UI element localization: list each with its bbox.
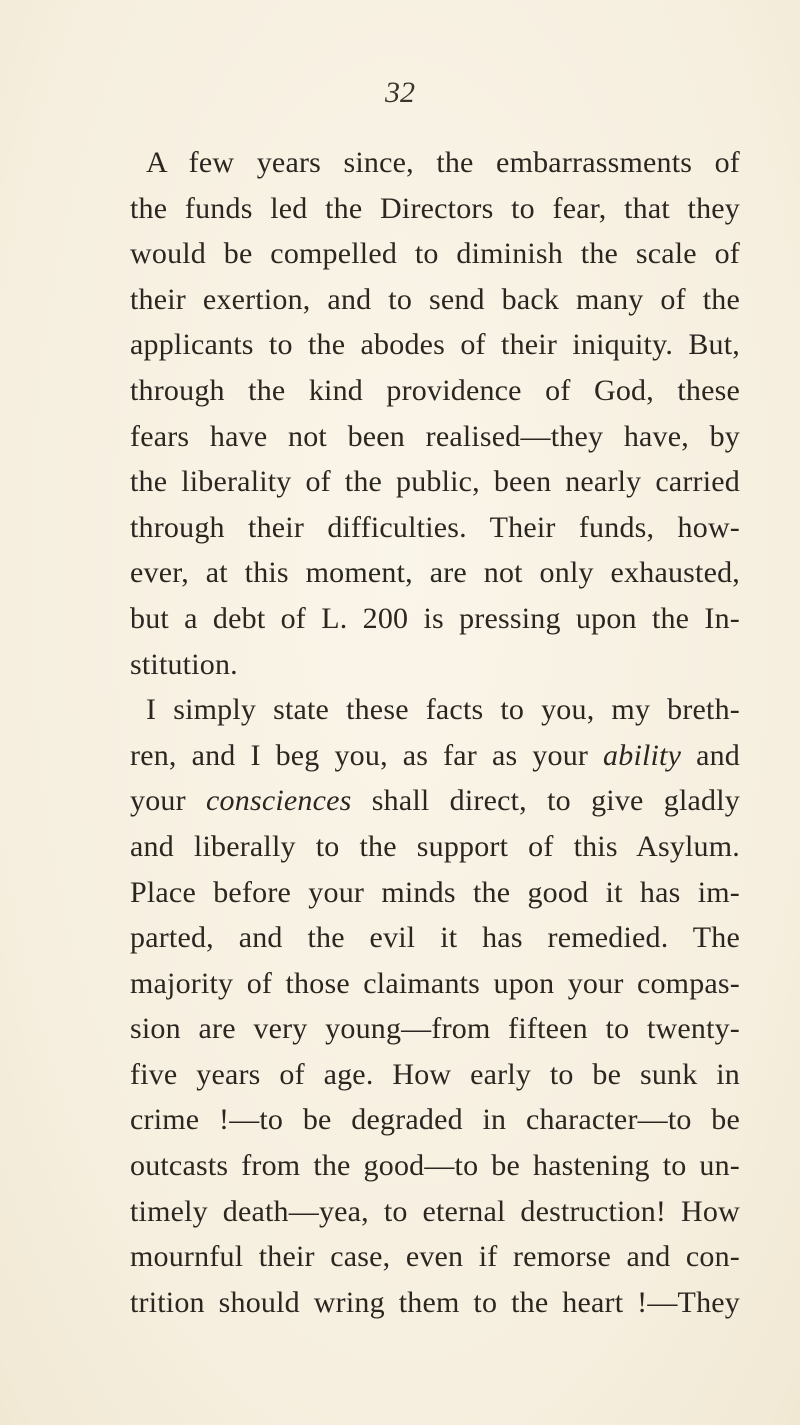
text-line: the liberality of the public, been nearly carried [130, 465, 740, 499]
text-line: applicants to the abodes of their iniquity. But, [130, 328, 740, 362]
text-line: fears have not been realised—they have, by [130, 419, 740, 453]
text-run: and [681, 738, 740, 772]
text-line: I simply state these facts to you, my breth- [146, 693, 740, 727]
text-line: A few years since, the embarrassments of [146, 146, 740, 179]
text-line: crime !—to be degraded in character—to be [130, 1103, 740, 1137]
text-run: shall direct, to give gladly [351, 784, 740, 818]
text-line: mournful their case, even if remorse and con- [130, 1240, 740, 1274]
page-number: 32 [385, 76, 415, 109]
text-line: outcasts from the good—to be hastening to un- [130, 1149, 740, 1183]
text-line: and liberally to the support of this Asylum. [130, 829, 740, 863]
emphasis-ability: ability [603, 738, 682, 772]
paragraph-1 [130, 140, 740, 687]
text-line: but a debt of L. 200 is pressing upon the In- [130, 601, 740, 635]
text-line: through their difficulties. Their funds, how- [130, 510, 740, 544]
text-line: stitution. [130, 647, 238, 681]
text-run: ren, and I beg you, as far as your [130, 738, 604, 772]
text-line: would be compelled to diminish the scale of [130, 237, 740, 271]
text-line: the funds led the Directors to fear, that they [130, 191, 740, 225]
text-line: majority of those claimants upon your compas- [130, 966, 740, 1000]
text-line: ever, at this moment, are not only exhausted, [130, 556, 740, 590]
text-line: their exertion, and to send back many of the [130, 282, 740, 316]
text-line: trition should wring them to the heart !—They [130, 1285, 740, 1319]
text-line: through the kind providence of God, these [130, 373, 740, 407]
emphasis-consciences: consciences [206, 784, 352, 818]
body-text [130, 140, 740, 1325]
text-line: five years of age. How early to be sunk in [130, 1057, 740, 1091]
text-line: sion are very young—from fifteen to twenty- [130, 1012, 740, 1046]
text-line [130, 733, 740, 779]
text-line: Place before your minds the good it has im- [130, 875, 740, 909]
text-line: parted, and the evil it has remedied. The [130, 921, 740, 955]
paragraph-2 [130, 687, 740, 1325]
text-line: timely death—yea, to eternal destruction! How [130, 1194, 740, 1228]
text-line [130, 778, 740, 824]
text-run: your [130, 784, 207, 818]
